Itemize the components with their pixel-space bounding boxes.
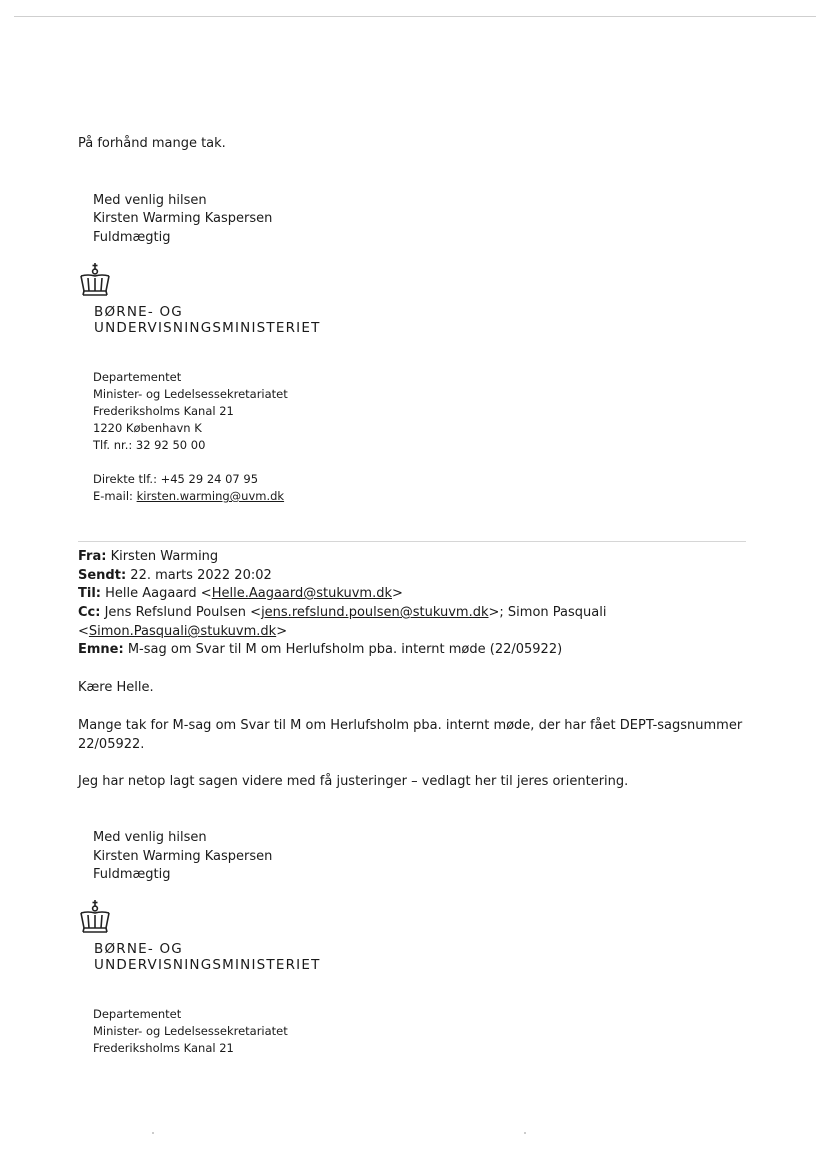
dept-2: Departementet: [93, 1007, 182, 1021]
phone: Tlf. nr.: 32 92 50 00: [93, 438, 206, 452]
office-2: Minister- og Ledelsessekretariatet: [93, 1024, 288, 1038]
from-line: [78, 548, 218, 566]
signature-title: Fuldmægtig: [93, 230, 171, 245]
ministry-2-line-2: UNDERVISNINGSMINISTERIET: [94, 957, 321, 973]
cc-mid: >; Simon Pasquali: [488, 605, 607, 620]
body-para-2: Jeg har netop lagt sagen videre med få justeringer – vedlagt her til jeres orientering.: [78, 774, 629, 789]
cc-email-link-2[interactable]: Simon.Pasquali@stukuvm.dk: [88, 624, 277, 639]
ministry-2-line-1: BØRNE- OG: [94, 941, 183, 957]
cc-line: [78, 604, 606, 622]
to-line: [78, 585, 403, 603]
from-label: Fra:: [78, 549, 107, 564]
office: Minister- og Ledelsessekretariatet: [93, 387, 288, 401]
cc-open-2: <: [78, 624, 89, 639]
sent-line: [78, 567, 272, 585]
cc-name-1: Jens Refslund Poulsen <: [104, 605, 262, 620]
cc-label: Cc:: [78, 605, 101, 620]
signature-name: Kirsten Warming Kaspersen: [93, 211, 273, 226]
direct-phone: Direkte tlf.: +45 29 24 07 95: [93, 472, 259, 486]
ministry-wordmark: [94, 304, 321, 336]
crown-logo-icon: [78, 262, 112, 298]
signature-greeting: Med venlig hilsen: [93, 193, 207, 208]
signature-2-title: Fuldmægtig: [93, 867, 171, 882]
cc-end-2: >: [276, 624, 288, 639]
email-line: [93, 488, 284, 505]
subject-line: [78, 641, 562, 659]
message-separator: [78, 541, 746, 542]
sent-value: 22. marts 2022 20:02: [130, 568, 272, 583]
to-name: Helle Aagaard <: [105, 586, 212, 601]
top-scan-edge: [14, 16, 816, 17]
city: 1220 København K: [93, 421, 202, 435]
street-2: Frederiksholms Kanal 21: [93, 1041, 234, 1055]
email-link[interactable]: kirsten.warming@uvm.dk: [136, 489, 285, 503]
sent-label: Sendt:: [78, 568, 127, 583]
cc-email-link-1[interactable]: jens.refslund.poulsen@stukuvm.dk: [261, 605, 489, 620]
ministry-line-1: BØRNE- OG: [94, 304, 183, 320]
signature-2-greeting: Med venlig hilsen: [93, 830, 207, 845]
signature-2-name: Kirsten Warming Kaspersen: [93, 849, 273, 864]
to-label: Til:: [78, 586, 101, 601]
body-para-1-line-2: 22/05922.: [78, 737, 145, 752]
to-email-link[interactable]: Helle.Aagaard@stukuvm.dk: [211, 586, 392, 601]
salutation: Kære Helle.: [78, 680, 154, 695]
to-end: >: [392, 586, 403, 601]
cc-line-2: [78, 623, 287, 641]
closing-thanks: På forhånd mange tak.: [78, 136, 226, 151]
email-label: E-mail:: [93, 489, 137, 503]
subject-value: M-sag om Svar til M om Herlufsholm pba. internt møde (22/05922): [127, 642, 563, 657]
scan-specks: [150, 1132, 750, 1134]
dept: Departementet: [93, 370, 182, 384]
subject-label: Emne:: [78, 642, 124, 657]
ministry-line-2: UNDERVISNINGSMINISTERIET: [94, 320, 321, 336]
from-value: Kirsten Warming: [110, 549, 219, 564]
crown-logo-icon-2: [78, 899, 112, 935]
ministry-wordmark-2: [94, 941, 321, 973]
body-para-1-line-1: Mange tak for M-sag om Svar til M om Herlufsholm pba. internt møde, der har fået DEPT-sagsnummer: [78, 718, 743, 733]
street: Frederiksholms Kanal 21: [93, 404, 234, 418]
